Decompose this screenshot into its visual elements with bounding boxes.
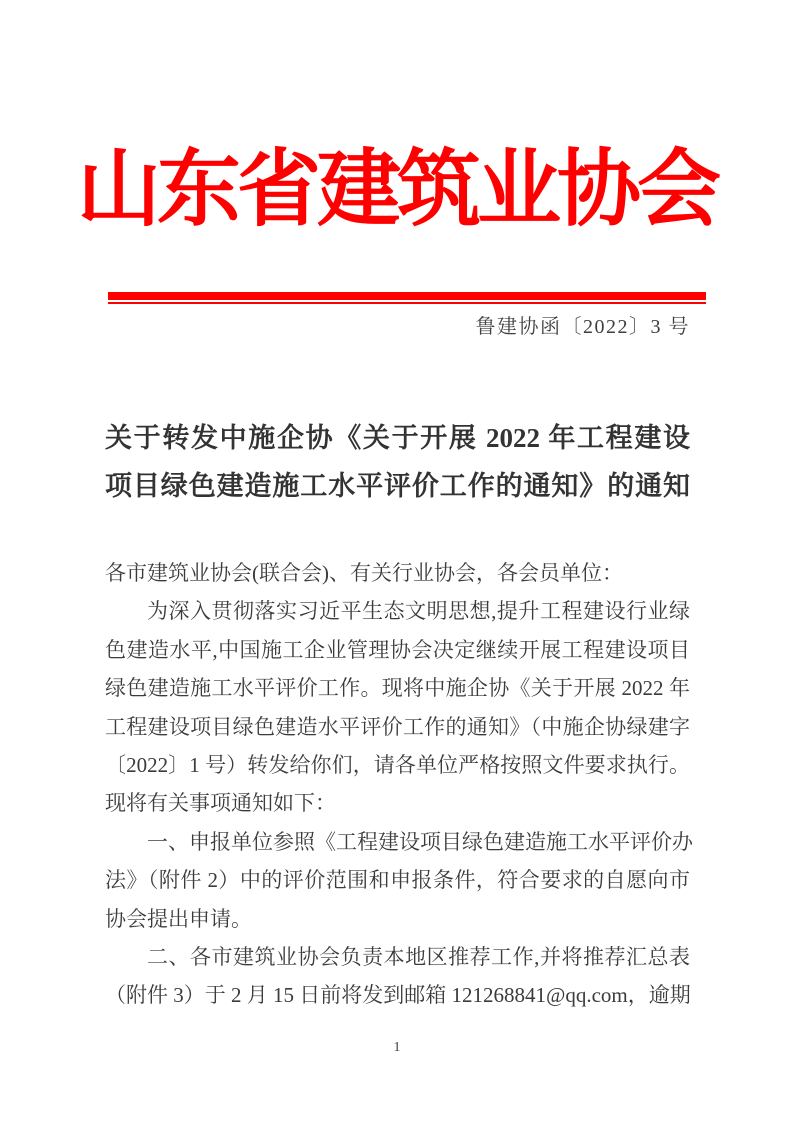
- document-body: [105, 554, 693, 1015]
- body-line: 法》（附件 2）中的评价范围和申报条件，符合要求的自愿向市: [105, 868, 690, 893]
- body-line: 绿色建造施工水平评价工作。现将中施企协《关于开展 2022 年: [105, 676, 690, 701]
- body-line: 色建造水平,中国施工企业管理协会决定继续开展工程建设项目: [105, 637, 690, 662]
- separator-thin-line: [108, 302, 706, 304]
- letterhead-org-name: 山东省建筑业协会: [76, 144, 717, 237]
- document-title-line-2: 项目绿色建造施工水平评价工作的通知》的通知: [105, 471, 690, 501]
- body-line: 为深入贯彻落实习近平生态文明思想,提升工程建设行业绿: [147, 599, 690, 624]
- body-line-item-1: 一、申报单位参照《工程建设项目绿色建造施工水平评价办: [147, 829, 693, 854]
- body-line-item-2: 二、各市建筑业协会负责本地区推荐工作,并将推荐汇总表: [147, 944, 690, 969]
- body-line: 〔2022〕1 号）转发给你们，请各单位严格按照文件要求执行。: [105, 752, 690, 777]
- red-separator-rule: [108, 292, 706, 304]
- body-line-email: （附件 3）于 2 月 15 日前将发到邮箱 121268841@qq.com，逾期: [105, 983, 691, 1008]
- separator-thick-bar: [108, 292, 706, 300]
- body-line: 现将有关事项通知如下：: [105, 791, 336, 816]
- body-line-salutation: 各市建筑业协会(联合会)、有关行业协会，各会员单位：: [105, 561, 623, 585]
- document-title: [105, 414, 690, 510]
- document-title-line-1: 关于转发中施企协《关于开展 2022 年工程建设: [105, 423, 690, 453]
- document-number: 鲁建协函〔2022〕3 号: [475, 316, 690, 338]
- body-line: 协会提出申请。: [105, 906, 252, 931]
- page-number: 1: [393, 1040, 401, 1055]
- body-line: 工程建设项目绿色建造水平评价工作的通知》（中施企协绿建字: [105, 714, 690, 739]
